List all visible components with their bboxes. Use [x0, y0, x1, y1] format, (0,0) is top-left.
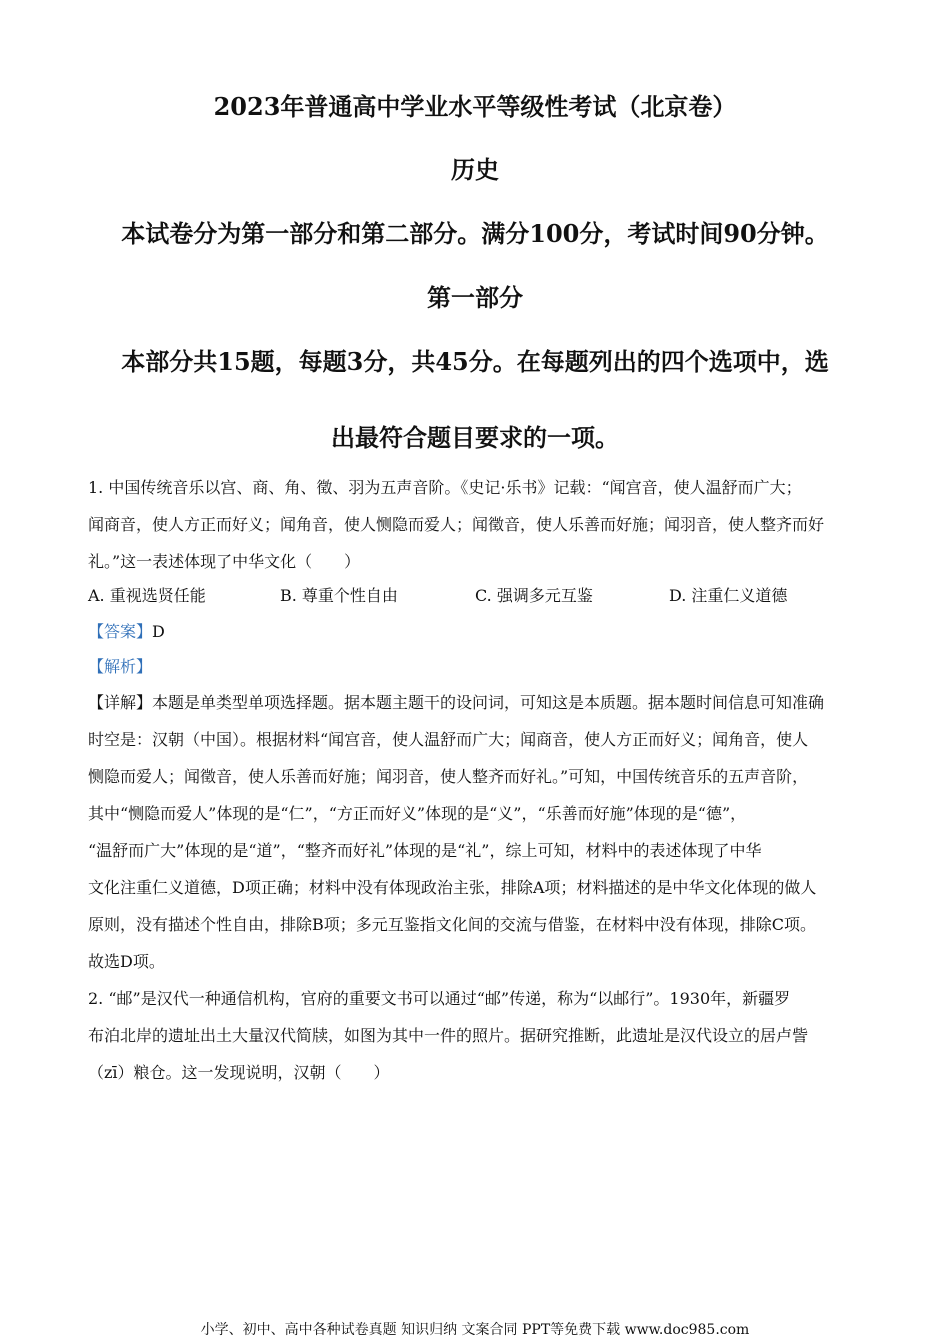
q2-stem-line-3: （zī）粮仓。这一发现说明，汉朝（ ） — [88, 1063, 390, 1082]
page-footer: 小学、初中、高中各种试卷真题 知识归纳 文案合同 PPT等免费下载 www.doc985.com — [200, 1322, 750, 1338]
q2-stem-line-2: 布泊北岸的遗址出土大量汉代简牍，如图为其中一件的照片。据研究推断，此遗址是汉代设立的居卢訾 — [88, 1026, 809, 1045]
q1-options — [88, 585, 868, 609]
q1-stem-line-3: 礼。”这一表述体现了中华文化（ ） — [88, 552, 361, 571]
part-title: 第一部分 — [427, 283, 523, 312]
answer-label: 【答案】 — [88, 622, 153, 641]
q2-stem-line-1: 2. “邮”是汉代一种通信机构，官府的重要文书可以通过“邮”传递，称为“以邮行”。1930年，新疆罗 — [88, 989, 791, 1008]
part-intro-line-1: 本部分共15题，每题3分，共45分。在每题列出的四个选项中，选 — [121, 347, 829, 376]
part-intro-line-2: 出最符合题目要求的一项。 — [331, 423, 619, 452]
subject-title: 历史 — [451, 155, 499, 184]
q1-detail-line-4: 其中“恻隐而爱人”体现的是“仁”，“方正而好义”体现的是“义”，“乐善而好施”体现的是“德”， — [88, 804, 747, 823]
q1-detail-text-1: 本题是单类型单项选择题。据本题主题干的设问词，可知这是本质题。据本题时间信息可知准确 — [152, 693, 825, 712]
q1-option-d: D. 注重仁义道德 — [669, 586, 788, 605]
q1-stem-line-2: 闻商音，使人方正而好义；闻角音，使人恻隐而爱人；闻徵音，使人乐善而好施；闻羽音，使人整齐而好 — [88, 515, 825, 534]
detail-label: 【详解】 — [88, 693, 153, 712]
q1-detail-line-1 — [88, 692, 824, 714]
exam-intro: 本试卷分为第一部分和第二部分。满分100分，考试时间90分钟。 — [121, 219, 829, 248]
q1-detail-line-6: 文化注重仁义道德，D项正确；材料中没有体现政治主张，排除A项；材料描述的是中华文化体现的做人 — [88, 878, 817, 897]
q1-option-b: B. 尊重个性自由 — [280, 586, 398, 605]
q1-detail-line-5: “温舒而广大”体现的是“道”，“整齐而好礼”体现的是“礼”，综上可知，材料中的表述体现了中华 — [88, 841, 762, 860]
q1-detail-line-3: 恻隐而爱人；闻徵音，使人乐善而好施；闻羽音，使人整齐而好礼。”可知，中国传统音乐的五声音阶， — [88, 767, 809, 786]
q1-detail-line-8: 故选D项。 — [88, 952, 165, 971]
q1-stem-line-1: 1. 中国传统音乐以宫、商、角、徵、羽为五声音阶。《史记·乐书》记载：“闻宫音，使人温舒而广大； — [88, 478, 802, 497]
q1-answer — [88, 621, 165, 643]
q1-option-a: A. 重视选贤任能 — [88, 586, 206, 605]
answer-value: D — [152, 622, 165, 641]
analysis-label: 【解析】 — [88, 657, 153, 676]
q1-detail-line-7: 原则，没有描述个性自由，排除B项；多元互鉴指文化间的交流与借鉴，在材料中没有体现，排除C项。 — [88, 915, 817, 934]
q1-analysis — [88, 656, 152, 678]
q1-detail-line-2: 时空是：汉朝（中国）。根据材料“闻宫音，使人温舒而广大；闻商音，使人方正而好义；闻角音，使人 — [88, 730, 809, 749]
exam-title: 2023年普通高中学业水平等级性考试（北京卷） — [213, 92, 737, 121]
q1-option-c: C. 强调多元互鉴 — [475, 586, 593, 605]
